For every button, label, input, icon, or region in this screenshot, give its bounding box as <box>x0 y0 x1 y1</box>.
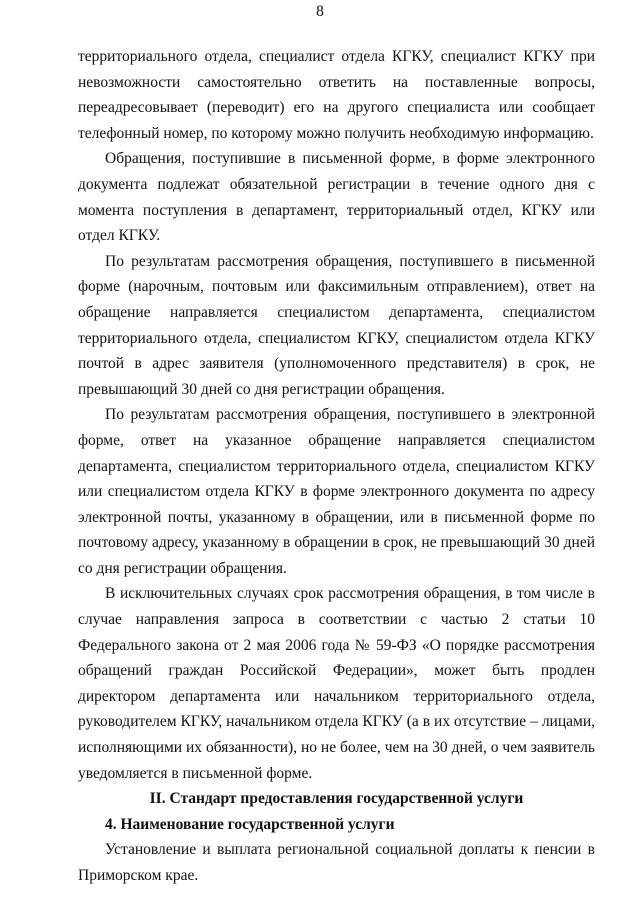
paragraph-written-reply: По результатам рассмотрения обращения, поступившего в письменной форме (нарочным, почтовым или факсимильным отправлением), ответ на обращение направляется специалистом департамента, специалистом территориального отдела, специалистом КГКУ, специалистом отдела КГКУ почтой в адрес заявителя (уполномоченного представителя) в срок, не превышающий 30 дней со дня регистрации обращения. <box>78 252 595 398</box>
paragraph-continuation: территориального отдела, специалист отдела КГКУ, специалист КГКУ при невозможности самостоятельно ответить на поставленные вопросы, переадресовывает (переводит) его на другого специалиста или сообщает телефонный номер, по которому можно получить необходимую информацию. <box>78 48 595 142</box>
paragraph-extension: В исключительных случаях срок рассмотрения обращения, в том числе в случае направления запроса в соответствии с частью 2 статьи 10 Федерального закона от 2 мая 2006 года № 59-ФЗ «О порядке рассмотрения обращений граждан Российской Федерации», может быть продлен директором департамента или начальником территориального отдела, руководителем КГКУ, начальником отдела КГКУ (а в их отсутствие – лицами, исполняющими их обязанности), но не более, чем на 30 дней, о чем заявитель уведомляется в письменной форме. <box>78 585 595 782</box>
paragraph-service-name: Установление и выплата региональной социальной доплаты к пенсии в Приморском крае. <box>78 841 595 884</box>
document-body <box>78 44 595 889</box>
page-number: 8 <box>316 3 324 20</box>
paragraph-electronic-reply: По результатам рассмотрения обращения, поступившего в электронной форме, ответ на указанное обращение направляется специалистом департамента, специалистом территориального отдела, специалистом КГКУ или специалистом отдела КГКУ в форме электронного документа по адресу электронной почты, указанному в обращении, или в письменной форме по почтовому адресу, указанному в обращении в срок, не превышающий 30 дней со дня регистрации обращения. <box>78 406 595 577</box>
paragraph-registration: Обращения, поступившие в письменной форме, в форме электронного документа подлежат обязательной регистрации в течение одного дня с момента поступления в департамент, территориальный отдел, КГКУ или отдел КГКУ. <box>78 150 595 245</box>
subsection-heading: 4. Наименование государственной услуги <box>105 815 395 833</box>
section-heading: II. Стандарт предоставления государственной услуги <box>149 790 524 808</box>
